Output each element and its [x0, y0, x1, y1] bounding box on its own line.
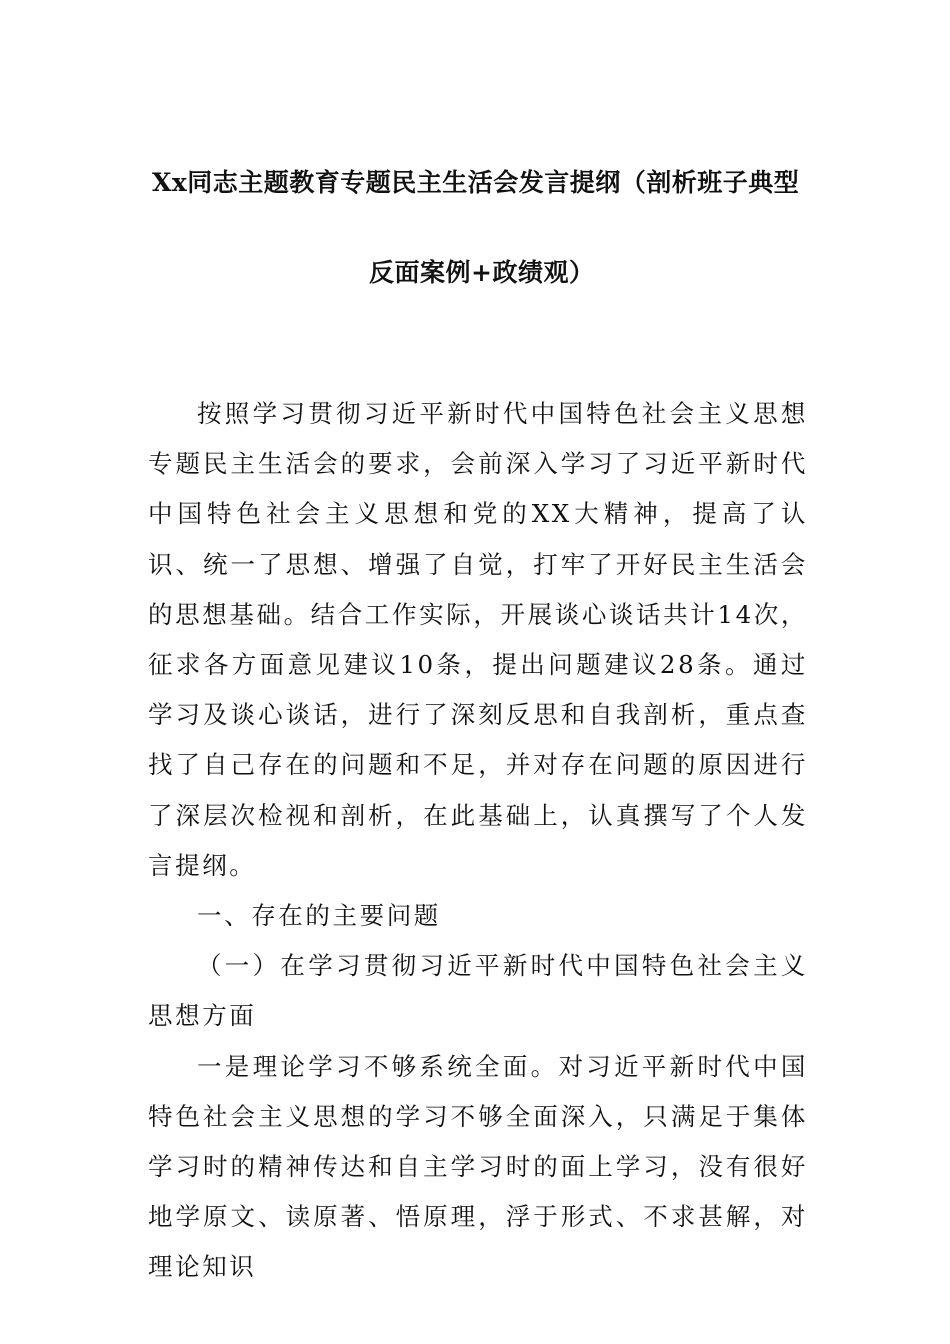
intro-paragraph: 按照学习贯彻习近平新时代中国特色社会主义思想专题民主生活会的要求，会前深入学习了习近平新时代中国特色社会主义思想和党的XX大精神，提高了认识、统一了思想、增强了自觉，打牢了开好民主生活会的思想基础。结合工作实际，开展谈心谈话共计14次，征求各方面意见建议10条，提出问题建议28条。通过学习及谈心谈话，进行了深刻反思和自我剖析，重点查找了自己存在的问题和不足，并对存在问题的原因进行了深层次检视和剖析，在此基础上，认真撰写了个人发言提纲。 [148, 399, 808, 880]
document-title-line-2: 反面案例+政绩观） [369, 258, 595, 287]
body-paragraph: 一是理论学习不够系统全面。对习近平新时代中国特色社会主义思想的学习不够全面深入，只满足于集体学习时的精神传达和自主学习时的面上学习，没有很好地学原文、读原著、悟原理，浮于形式、不求甚解，对理论知识 [148, 1051, 808, 1282]
document-body [148, 389, 808, 1293]
section-heading: 一、存在的主要问题 [197, 901, 441, 931]
document-title-line-1: Xx同志主题教育专题民主生活会发言提纲（剖析班子典型 [152, 168, 800, 197]
subsection-heading: （一）在学习贯彻习近平新时代中国特色社会主义思想方面 [148, 951, 808, 1031]
